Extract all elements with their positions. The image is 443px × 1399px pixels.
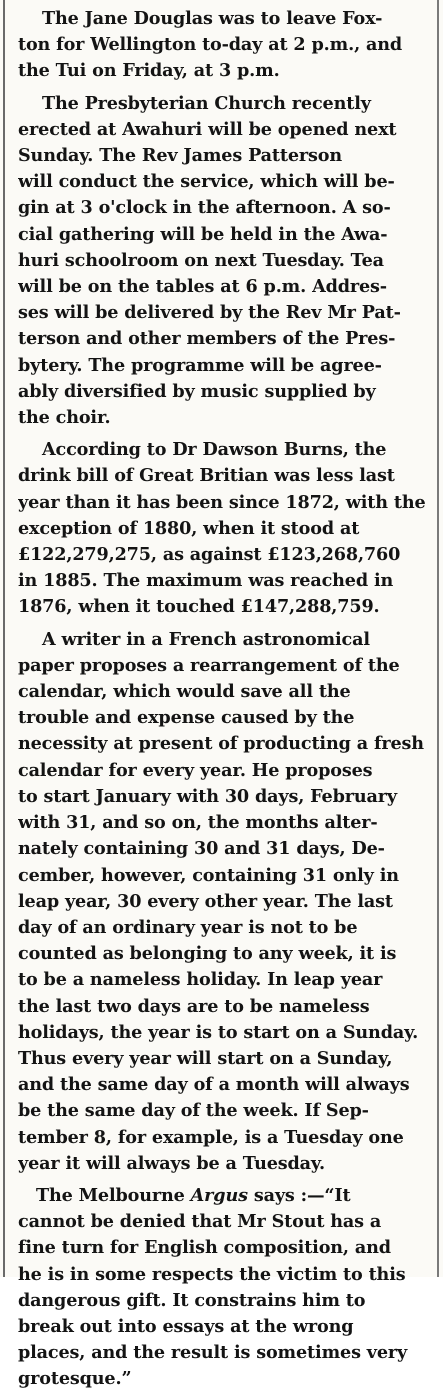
column-rule-left [3, 0, 5, 1277]
text-line: calendar, which would save all the [18, 681, 351, 703]
text-line: dangerous gift. It constrains him to [18, 1289, 366, 1311]
text-line: holidays, the year is to start on a Sunday. [18, 1021, 419, 1043]
paragraph-church [18, 91, 432, 432]
text-line: drink bill of Great Britian was less last [18, 465, 395, 487]
text-line: he is in some respects the victim to this [18, 1263, 406, 1285]
text-line: leap year, 30 every other year. The last [18, 890, 393, 912]
text-line: will be on the tables at 6 p.m. Addres- [18, 276, 387, 298]
text-line: cember, however, containing 31 only in [18, 864, 399, 886]
lead-rest-text: says :—“It [247, 1184, 351, 1206]
text-line: in 1885. The maximum was reached in [18, 570, 394, 592]
text-line: tember 8, for example, is a Tuesday one [18, 1126, 404, 1148]
text-line: gin at 3 o'clock in the afternoon. A so- [18, 197, 391, 219]
text-line: cial gathering will be held in the Awa- [18, 223, 388, 245]
text-line: calendar for every year. He proposes [18, 759, 373, 781]
text-line-lead [18, 1183, 432, 1209]
paragraph-shipping [18, 6, 432, 85]
text-line: trouble and expense caused by the [18, 707, 355, 729]
text-line: the Tui on Friday, at 3 p.m. [18, 60, 280, 82]
text-line: cannot be denied that Mr Stout has a [18, 1211, 382, 1233]
text-line: ton for Wellington to-day at 2 p.m., and [18, 34, 403, 56]
text-line: The Presbyterian Church recently [42, 92, 371, 114]
text-line: necessity at present of producting a fresh [18, 733, 424, 755]
text-line: counted as belonging to any week, it is [18, 943, 397, 965]
text-line: break out into essays at the wrong [18, 1315, 354, 1337]
text-line: year than it has been since 1872, with the [18, 491, 426, 513]
text-line: 1876, when it touched £147,288,759. [18, 596, 380, 618]
column-rule-right [437, 0, 439, 1277]
text-line: exception of 1880, when it stood at [18, 517, 360, 539]
text-line: According to Dr Dawson Burns, the [42, 439, 387, 461]
text-line: fine turn for English composition, and [18, 1237, 391, 1259]
text-line: nately containing 30 and 31 days, De- [18, 838, 385, 860]
text-line: to start January with 30 days, February [18, 785, 397, 807]
text-line: A writer in a French astronomical [42, 628, 370, 650]
text-line: ses will be delivered by the Rev Mr Pat- [18, 302, 401, 324]
text-line: Thus every year will start on a Sunday, [18, 1047, 393, 1069]
text-line: and the same day of a month will always [18, 1074, 410, 1096]
text-line: huri schoolroom on next Tuesday. Tea [18, 249, 384, 271]
text-line: grotesque.” [18, 1368, 132, 1390]
text-line: paper proposes a rearrangement of the [18, 654, 400, 676]
newspaper-name: Argus [190, 1184, 248, 1206]
text-line: the last two days are to be nameless [18, 995, 370, 1017]
text-line: Sunday. The Rev James Patterson [18, 145, 343, 167]
text-line: year it will always be a Tuesday. [18, 1152, 325, 1174]
paragraph-argus-quote [18, 1183, 432, 1393]
text-line: bytery. The programme will be agree- [18, 354, 382, 376]
text-line: will conduct the service, which will be- [18, 171, 395, 193]
text-line: The Jane Douglas was to leave Fox- [42, 8, 383, 29]
text-line: be the same day of the week. If Sep- [18, 1100, 369, 1122]
text-line: terson and other members of the Pres- [18, 328, 396, 350]
text-line: £122,279,275, as against £123,268,760 [18, 544, 401, 566]
paragraph-calendar [18, 627, 432, 1177]
text-line: day of an ordinary year is not to be [18, 916, 358, 938]
text-line: with 31, and so on, the months alter- [18, 812, 378, 834]
lead-text: The Melbourne [36, 1184, 191, 1206]
text-line: to be a nameless holiday. In leap year [18, 969, 383, 991]
text-line: ably diversified by music supplied by [18, 380, 376, 402]
text-line: the choir. [18, 407, 111, 429]
news-column [18, 6, 432, 1399]
text-line: erected at Awahuri will be opened next [18, 118, 397, 140]
text-line: places, and the result is sometimes very [18, 1342, 408, 1364]
paragraph-drink-bill [18, 437, 432, 620]
